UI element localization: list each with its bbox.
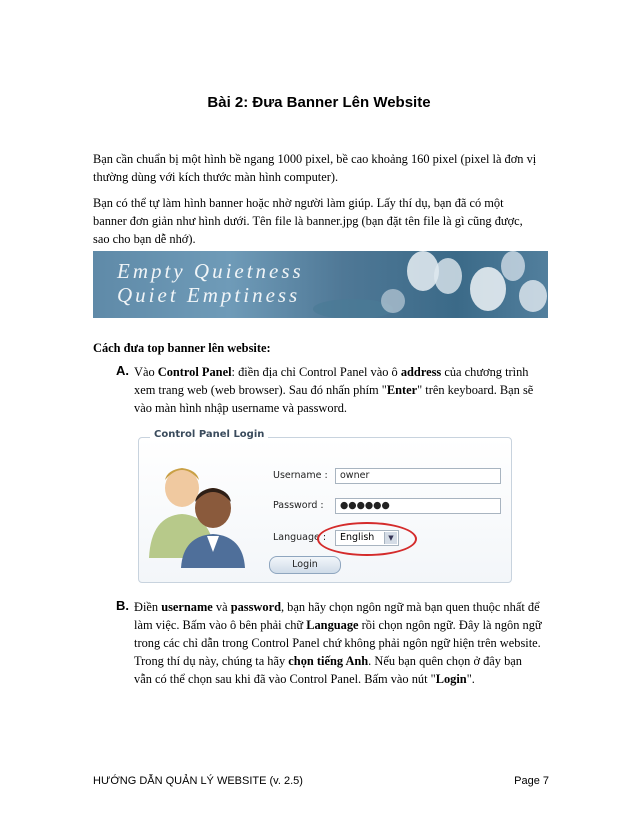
step-line [134,616,554,634]
text-bold: Language [306,618,359,632]
text-bold: Enter [386,383,418,397]
text-run: của chương trình [441,365,529,379]
login-panel [138,437,512,583]
step-line [134,363,554,381]
paragraph-line: thường dùng với kích thước màn hình computer). [93,170,339,184]
text-run: Điền [134,600,162,614]
paragraph-banner-size [93,150,553,186]
banner-text [117,259,304,307]
text-run: ". [466,672,475,686]
password-label: Password : [273,500,324,511]
login-button[interactable]: Login [269,556,341,574]
step-line [134,652,554,670]
users-icon [147,458,247,568]
text-run: xem trang web (web browser). Sau đó nhấn phím " [134,383,387,397]
banner-line-2: Quiet Emptiness [117,283,301,307]
paragraph-banner-file [93,194,553,248]
text-run: Trong thí dụ này, chúng ta hãy [134,654,289,668]
text-run: và [212,600,231,614]
page-title: Bài 2: Đưa Banner Lên Website [207,94,431,111]
step-line: trong các chỉ dẫn trong Control Panel chứ không phải ngôn ngữ hiện trên website. [134,636,541,650]
step-letter: B. [116,598,129,613]
step-letter: A. [116,363,129,378]
language-value: English [340,532,375,543]
section-heading: Cách đưa top banner lên website: [93,341,271,355]
paragraph-line: Bạn có thể tự làm hình banner hoặc nhờ người làm giúp. Lấy thí dụ, bạn đã có một [93,196,504,210]
chevron-down-icon[interactable]: ▼ [384,532,397,544]
text-bold: Login [435,672,467,686]
text-run: Vào [134,365,158,379]
text-run: làm việc. Bấm vào ô bên phải chữ [134,618,307,632]
step-line: vào màn hình nhập username và password. [134,401,347,415]
paragraph-line: sao cho bạn dễ nhớ). [93,232,196,246]
username-input[interactable]: owner [335,468,501,484]
text-run: , bạn hãy chọn ngôn ngữ mà bạn quen thuộc nhất để [280,600,540,614]
footer-title: HƯỚNG DẪN QUẢN LÝ WEBSITE (v. 2.5) [93,775,303,787]
text-bold: password [230,600,281,614]
text-bold: Control Panel [157,365,232,379]
text-run: . Nếu bạn quên chọn ở đây bạn [368,654,522,668]
panel-legend: Control Panel Login [150,429,268,440]
text-run: rồi chọn ngôn ngữ. Đây là ngôn ngữ [358,618,542,632]
step-line [134,670,554,688]
step-b-text [134,598,554,688]
paragraph-line: Bạn cần chuẩn bị một hình bề ngang 1000 pixel, bề cao khoảng 160 pixel (pixel là đơn vị [93,152,537,166]
language-label: Language : [273,532,327,543]
step-line [134,598,554,616]
page-number: Page 7 [514,775,549,787]
text-bold: chọn tiếng Anh [288,654,369,668]
paragraph-line: banner đơn giản như hình dưới. Tên file là banner.jpg (bạn đặt tên file là gì cũng được, [93,214,523,228]
text-bold: username [161,600,213,614]
text-run: : điền địa chỉ Control Panel vào ô [231,365,401,379]
banner-line-1: Empty Quietness [117,259,304,283]
text-bold: address [400,365,442,379]
username-label: Username : [273,470,328,481]
control-panel-login-screenshot [130,427,512,583]
text-run: " trên keyboard. Bạn sẽ [417,383,534,397]
step-a-text [134,363,554,417]
step-line [134,381,554,399]
password-input[interactable]: ●●●●●● [335,498,501,514]
banner-image [93,251,548,318]
highlight-ellipse [317,522,417,556]
text-run: vẫn có thể chọn sau khi đã vào Control Panel. Bấm vào nút " [134,672,436,686]
